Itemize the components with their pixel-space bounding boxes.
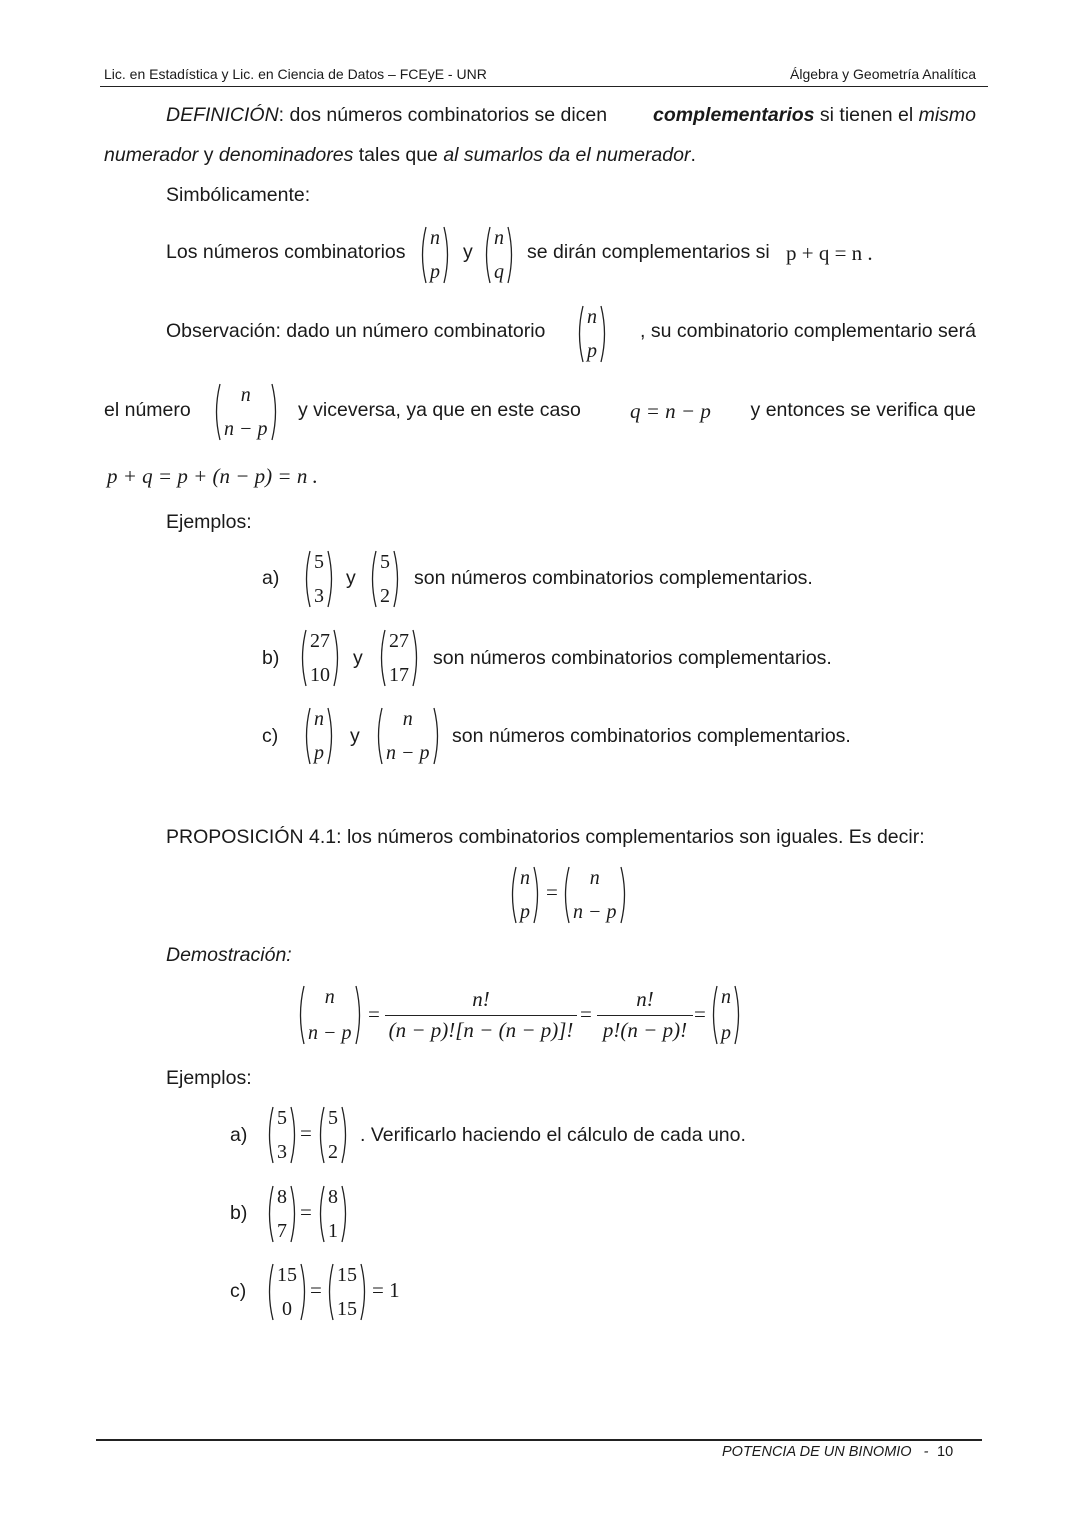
definition-text-5: . <box>690 144 696 166</box>
binom-n-q <box>482 226 516 284</box>
ejemplo-2a-text: . Verificarlo haciendo el cálculo de cada uno. <box>360 1124 746 1146</box>
binom-top: 5 <box>277 1107 287 1129</box>
prop-binom-n-nmp <box>561 866 629 924</box>
binom-top: 15 <box>277 1264 297 1286</box>
definition-text-2: si tienen el <box>814 104 919 126</box>
binom-bottom: 3 <box>277 1141 287 1163</box>
definition-mismo: mismo <box>918 104 976 126</box>
ejemplo-1b-y: y <box>353 647 363 669</box>
ex2b-equals: = <box>300 1200 312 1224</box>
ejemplo-1c-label: c) <box>262 725 279 747</box>
simbolicamente-label: Simbólicamente: <box>166 184 311 206</box>
observacion-post: , su combinatorio complementario será <box>640 320 976 342</box>
ex2a-binom-5-3 <box>265 1106 299 1164</box>
binom-top: 27 <box>389 630 409 652</box>
observacion-line2-eq: q = n − p <box>630 399 711 423</box>
dem-fraction-1-num: n! <box>472 987 490 1011</box>
binom-bottom: p <box>587 340 597 362</box>
binom-n-nmp-c <box>374 707 442 765</box>
ejemplo-1c-text: son números combinatorios complementarios. <box>452 725 851 747</box>
binom-bottom: 1 <box>328 1220 338 1242</box>
binom-bottom: 3 <box>314 585 324 607</box>
dem-binom-n-nmp <box>296 985 364 1045</box>
binom-top: n <box>721 986 731 1008</box>
observacion-pre: Observación: dado un número combinatorio <box>166 320 546 342</box>
binom-top: n <box>589 867 600 889</box>
binom-27-17 <box>377 629 421 687</box>
ejemplo-2b-label: b) <box>230 1202 248 1224</box>
dem-equals-3: = <box>694 1002 706 1026</box>
demostracion-title: Demostración: <box>166 944 292 966</box>
binom-bottom: n − p <box>386 742 430 764</box>
binom-bottom: 7 <box>277 1220 287 1242</box>
binom-bottom: n − p <box>573 901 617 923</box>
proposicion-text: PROPOSICIÓN 4.1: los números combinatorios complementarios son iguales. Es decir: <box>166 826 925 848</box>
binom-top: 8 <box>277 1186 287 1208</box>
ex2a-binom-5-2 <box>316 1106 350 1164</box>
definition-text-3: y <box>198 144 219 166</box>
ejemplo-2c-label: c) <box>230 1280 247 1302</box>
binom-top: 15 <box>337 1264 357 1286</box>
binom-top: 27 <box>310 630 330 652</box>
binom-bottom: 10 <box>310 664 330 686</box>
ejemplo-1a-label: a) <box>262 567 280 589</box>
binom-bottom: p <box>314 742 324 764</box>
definition-text-1: : dos números combinatorios se dicen <box>278 104 613 126</box>
observacion-line2-mid: y viceversa, ya que en este caso <box>298 399 581 421</box>
binom-bottom: 2 <box>328 1141 338 1163</box>
definition-label: DEFINICIÓN <box>166 104 279 126</box>
ejemplo-1a-y: y <box>346 567 356 589</box>
binom-top: 5 <box>328 1107 338 1129</box>
ex2c-binom-15-15 <box>325 1263 369 1321</box>
definition-line-1 <box>166 104 976 127</box>
binom-top: n <box>240 384 251 406</box>
binom-27-10 <box>298 629 342 687</box>
dem-fraction-2-den: p!(n − p)! <box>602 1018 688 1042</box>
binom-top: n <box>314 708 324 730</box>
ex2b-binom-8-7 <box>265 1185 299 1243</box>
ex2a-equals: = <box>300 1121 312 1145</box>
ex2c-equals: = <box>310 1278 322 1302</box>
binom-n-p <box>418 226 452 284</box>
definition-text-4: tales que <box>353 144 444 166</box>
footer-title: POTENCIA DE UN BINOMIO - <box>722 1444 929 1460</box>
binom-bottom: p <box>430 261 440 283</box>
ejemplo-1a-text: son números combinatorios complementarios. <box>414 567 813 589</box>
header-right: Álgebra y Geometría Analítica <box>790 66 976 82</box>
binom-n-nmp-obs <box>212 383 280 441</box>
binom-top: n <box>324 986 335 1008</box>
binom-top: n <box>402 708 413 730</box>
header-rule <box>100 86 988 87</box>
ex2c-result: = 1 <box>372 1278 400 1302</box>
ejemplos-1-title: Ejemplos: <box>166 511 252 533</box>
binom-bottom: 15 <box>337 1298 357 1320</box>
condition-formula: p + q = n . <box>786 241 873 265</box>
header-left: Lic. en Estadística y Lic. en Ciencia de Datos – FCEyE - UNR <box>104 66 487 82</box>
binom-bottom: p <box>520 901 530 923</box>
dem-fraction-1-den: (n − p)![n − (n − p)]! <box>388 1018 574 1042</box>
binom-top: n <box>494 227 504 249</box>
definition-term: complementarios <box>653 104 815 126</box>
binom-bottom: q <box>494 261 504 283</box>
binom-top: n <box>520 867 530 889</box>
dem-equals-2: = <box>580 1002 592 1026</box>
los-numeros-text: Los números combinatorios <box>166 241 406 263</box>
binom-n-p-c <box>302 707 336 765</box>
prop-binom-n-p <box>508 866 542 924</box>
dem-equals-1: = <box>368 1002 380 1026</box>
binom-bottom: 2 <box>380 585 390 607</box>
binom-bottom: 0 <box>282 1298 292 1320</box>
binom-top: 8 <box>328 1186 338 1208</box>
binom-top: n <box>587 306 597 328</box>
observacion-line3: p + q = p + (n − p) = n . <box>107 464 318 488</box>
binom-bottom: n − p <box>308 1022 352 1044</box>
ejemplo-1b-label: b) <box>262 647 280 669</box>
los-numeros-post: se dirán complementarios si <box>527 241 770 263</box>
observacion-line2-pre: el número <box>104 399 191 421</box>
footer-rule <box>96 1439 982 1441</box>
footer-page-number: 10 <box>937 1444 954 1460</box>
ex2b-binom-8-1 <box>316 1185 350 1243</box>
definition-denominadores: denominadores <box>218 144 354 166</box>
ejemplo-2a-label: a) <box>230 1124 248 1146</box>
ejemplos-2-title: Ejemplos: <box>166 1067 252 1089</box>
dem-fraction-1 <box>385 987 577 1043</box>
binom-top: n <box>430 227 440 249</box>
binom-top: 5 <box>380 551 390 573</box>
binom-5-3 <box>302 550 336 608</box>
ejemplo-1c-y: y <box>350 725 360 747</box>
observacion-line2-post: y entonces se verifica que <box>750 399 976 421</box>
los-numeros-y: y <box>463 241 473 263</box>
binom-bottom: 17 <box>389 664 409 686</box>
definition-numerador: numerador <box>104 144 199 166</box>
definition-line-2 <box>104 144 696 167</box>
dem-fraction-2 <box>597 987 693 1043</box>
dem-fraction-2-num: n! <box>636 987 654 1011</box>
dem-binom-n-p <box>709 985 743 1045</box>
binom-top: 5 <box>314 551 324 573</box>
binom-n-p-obs <box>575 305 609 363</box>
prop-equals: = <box>546 880 558 904</box>
ex2c-binom-15-0 <box>265 1263 309 1321</box>
binom-5-2 <box>368 550 402 608</box>
ejemplo-1b-text: son números combinatorios complementarios. <box>433 647 832 669</box>
binom-bottom: n − p <box>224 418 268 440</box>
binom-bottom: p <box>721 1022 731 1044</box>
definition-sumarlos: al sumarlos da el numerador <box>443 144 691 166</box>
